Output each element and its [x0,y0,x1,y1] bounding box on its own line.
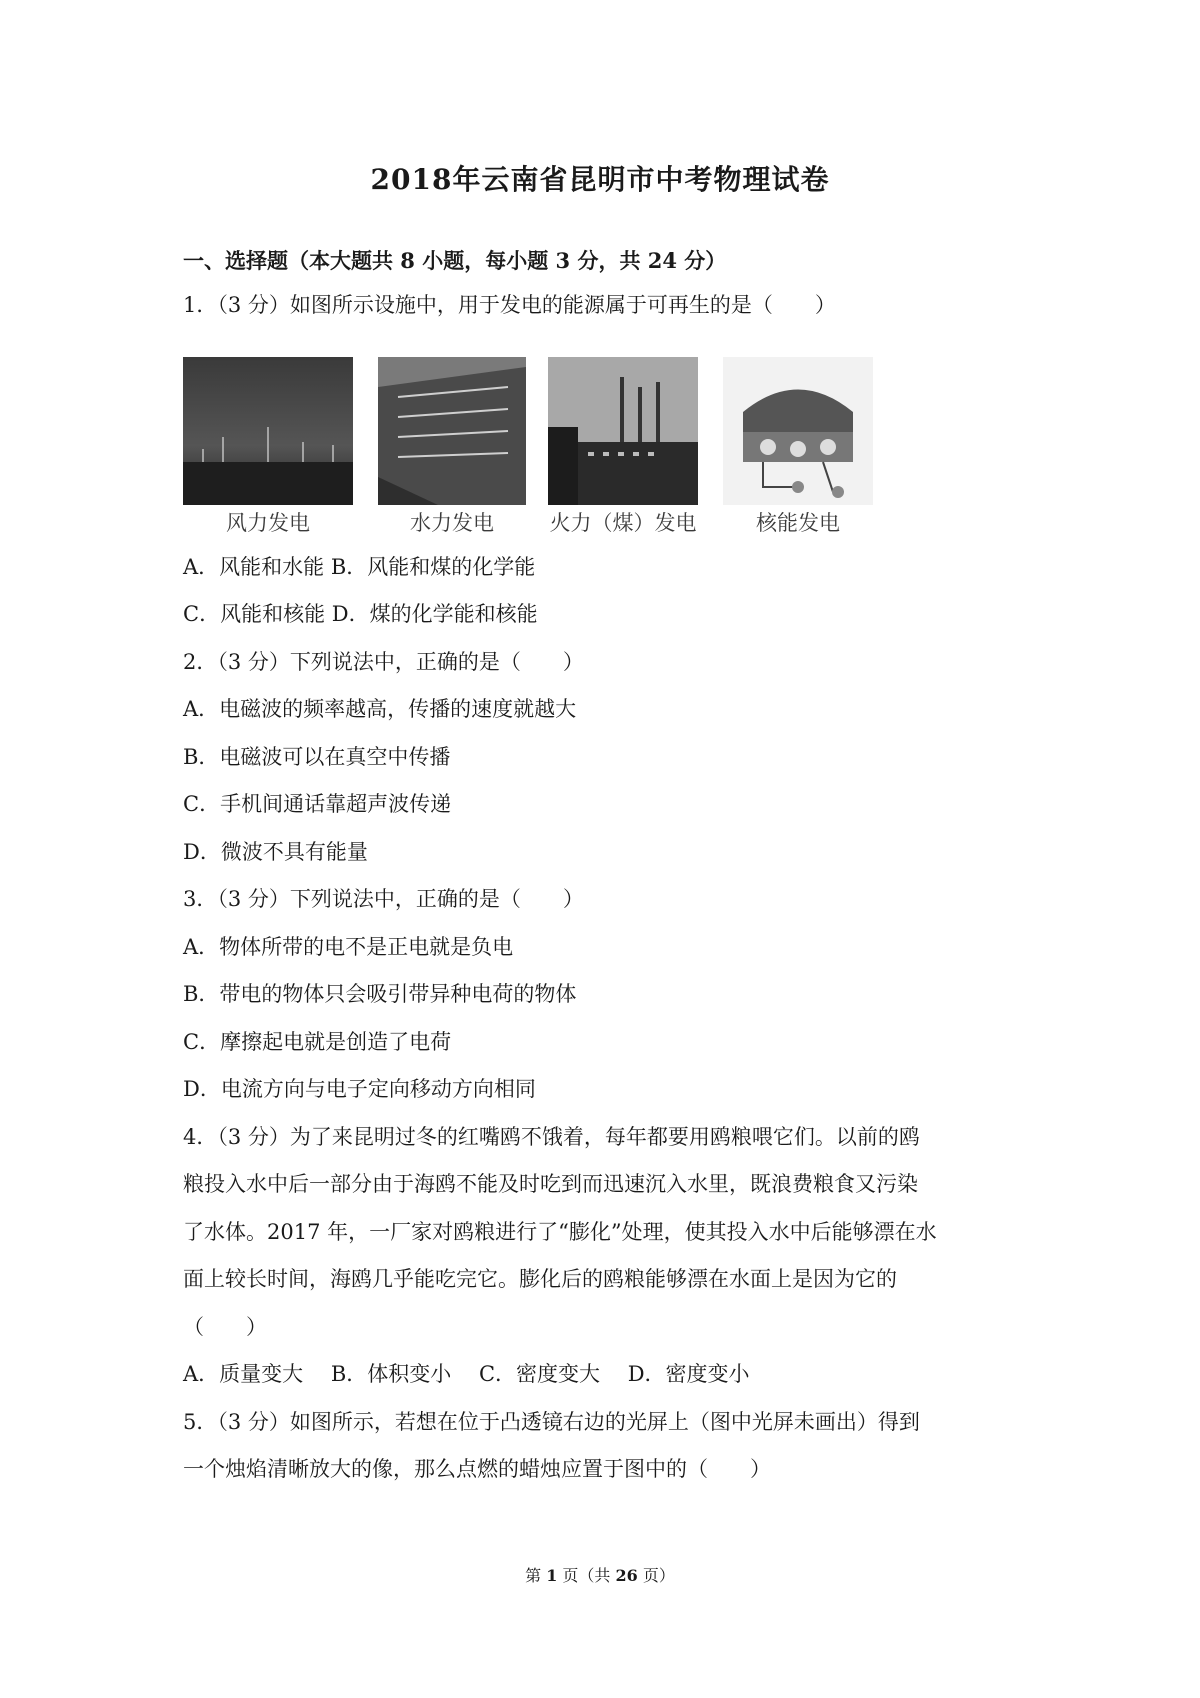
question-4-text-line: 4．（3 分）为了来昆明过冬的红嘴鸥不饿着，每年都要用鸥粮喂它们。以前的鸥 [183,1125,920,1149]
question-3-option-c: C．摩擦起电就是创造了电荷 [183,1030,452,1054]
question-1-options-cd: C．风能和核能 D．煤的化学能和核能 [183,602,538,626]
question-1-stem: 1．（3 分）如图所示设施中，用于发电的能源属于可再生的是（ ） [183,293,836,317]
figure-caption: 核能发电 [756,511,840,535]
question-4-answer-blank: （ ） [183,1315,267,1339]
question-1-options-ab: A．风能和水能 B．风能和煤的化学能 [183,555,536,579]
section-heading: 一、选择题（本大题共 8 小题，每小题 3 分，共 24 分） [183,248,727,273]
footer-suffix: 页） [642,1566,675,1585]
footer-page-number: 1 [546,1566,558,1585]
question-3-option-a: A．物体所带的电不是正电就是负电 [183,935,514,959]
question-4-text-line: 了水体。2017 年，一厂家对鸥粮进行了“膨化”处理，使其投入水中后能够漂在水 [183,1220,937,1244]
coal-power-image [548,357,698,505]
question-5-text-line: 一个烛焰清晰放大的像，那么点燃的蜡烛应置于图中的（ ） [183,1457,771,1481]
hydro-power-image [378,357,526,505]
footer-middle: 页（共 [562,1566,611,1585]
question-2-option-b: B．电磁波可以在真空中传播 [183,745,451,769]
question-2-stem: 2．（3 分）下列说法中，正确的是（ ） [183,650,584,674]
question-2-option-d: D．微波不具有能量 [183,840,368,864]
question-3-option-d: D．电流方向与电子定向移动方向相同 [183,1077,536,1101]
footer-prefix: 第 [525,1566,542,1585]
question-2-option-c: C．手机间通话靠超声波传递 [183,792,452,816]
question-4-options: A．质量变大 B．体积变小 C．密度变大 D．密度变小 [183,1362,750,1386]
wind-power-image [183,357,353,505]
question-4-text-line: 粮投入水中后一部分由于海鸥不能及时吃到而迅速沉入水里，既浪费粮食又污染 [183,1172,918,1196]
page-footer [0,1563,1200,1586]
question-3-option-b: B．带电的物体只会吸引带异种电荷的物体 [183,982,577,1006]
figure-caption: 火力（煤）发电 [549,511,697,535]
question-3-stem: 3．（3 分）下列说法中，正确的是（ ） [183,887,584,911]
page-title: 2018年云南省昆明市中考物理试卷 [370,163,830,196]
question-1-figures [183,357,873,537]
question-4-text-line: 面上较长时间，海鸥几乎能吃完它。膨化后的鸥粮能够漂在水面上是因为它的 [183,1267,897,1291]
question-2-option-a: A．电磁波的频率越高，传播的速度就越大 [183,697,577,721]
figure-caption: 风力发电 [226,511,310,535]
figure-caption: 水力发电 [410,511,494,535]
question-5-text-line: 5．（3 分）如图所示，若想在位于凸透镜右边的光屏上（图中光屏未画出）得到 [183,1410,920,1434]
nuclear-power-image [723,357,873,505]
footer-total-pages: 26 [615,1566,638,1585]
